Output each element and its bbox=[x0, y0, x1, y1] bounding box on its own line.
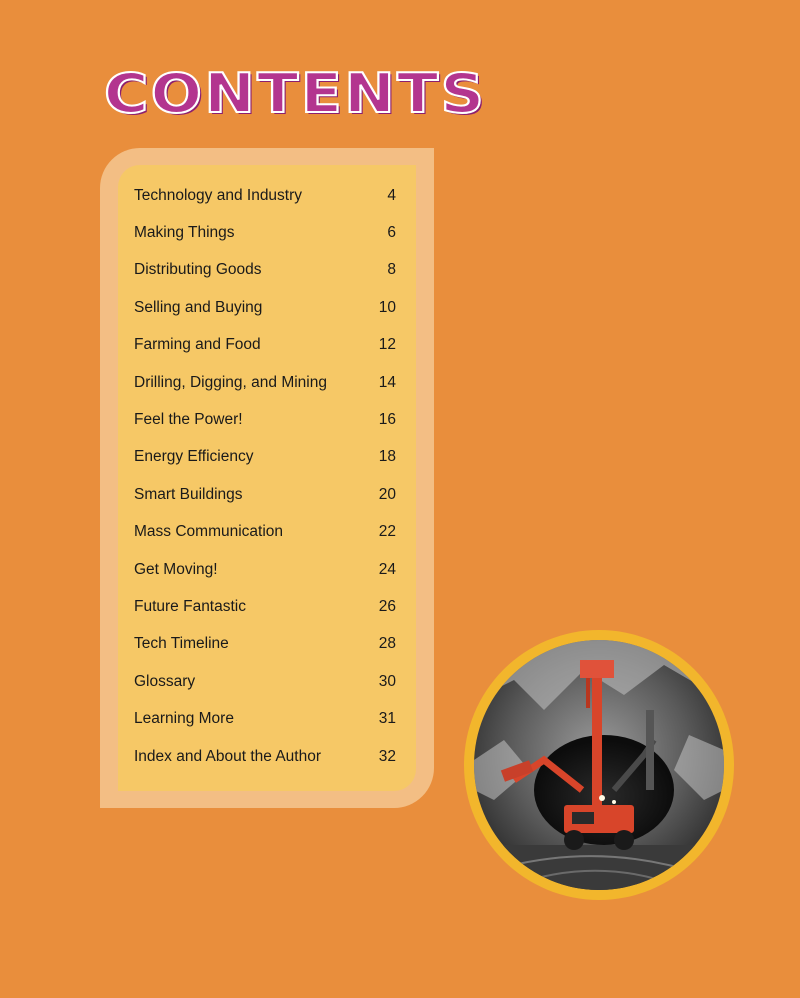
toc-entry-title: Selling and Buying bbox=[134, 298, 263, 316]
toc-entry-page: 8 bbox=[387, 261, 396, 279]
toc-entry[interactable] bbox=[134, 738, 396, 775]
toc-entry[interactable] bbox=[134, 327, 396, 364]
toc-entry[interactable] bbox=[134, 214, 396, 251]
toc-entry[interactable] bbox=[134, 551, 396, 588]
toc-entry[interactable] bbox=[134, 476, 396, 513]
toc-entry-title: Drilling, Digging, and Mining bbox=[134, 373, 327, 391]
toc-entry[interactable] bbox=[134, 700, 396, 737]
toc-entry-page: 24 bbox=[378, 560, 396, 578]
toc-entry[interactable] bbox=[134, 177, 396, 214]
toc-entry-title: Future Fantastic bbox=[134, 597, 246, 615]
table-of-contents bbox=[134, 177, 396, 775]
toc-entry-page: 28 bbox=[378, 635, 396, 653]
toc-entry-title: Feel the Power! bbox=[134, 411, 243, 429]
toc-entry[interactable] bbox=[134, 439, 396, 476]
toc-entry-title: Tech Timeline bbox=[134, 635, 229, 653]
toc-entry-page: 12 bbox=[378, 336, 396, 354]
toc-entry-page: 6 bbox=[387, 224, 396, 242]
toc-entry[interactable] bbox=[134, 289, 396, 326]
page-title: CONTENTS bbox=[104, 62, 487, 125]
toc-entry-page: 26 bbox=[378, 597, 396, 615]
toc-entry-title: Technology and Industry bbox=[134, 186, 303, 204]
toc-entry-title: Distributing Goods bbox=[134, 261, 262, 279]
toc-entry-page: 14 bbox=[378, 373, 396, 391]
toc-entry-page: 30 bbox=[378, 672, 396, 690]
mining-drill-rig-photo bbox=[474, 640, 724, 890]
toc-entry[interactable] bbox=[134, 401, 396, 438]
toc-entry-page: 10 bbox=[378, 298, 396, 316]
toc-entry-title: Energy Efficiency bbox=[134, 448, 254, 466]
toc-entry[interactable] bbox=[134, 663, 396, 700]
toc-entry-page: 16 bbox=[378, 411, 396, 429]
toc-entry[interactable] bbox=[134, 626, 396, 663]
toc-entry-title: Farming and Food bbox=[134, 336, 261, 354]
toc-entry[interactable] bbox=[134, 364, 396, 401]
toc-entry[interactable] bbox=[134, 588, 396, 625]
toc-entry-page: 4 bbox=[387, 186, 396, 204]
toc-entry-title: Making Things bbox=[134, 224, 235, 242]
toc-entry-title: Learning More bbox=[134, 710, 234, 728]
toc-entry[interactable] bbox=[134, 252, 396, 289]
toc-entry-title: Glossary bbox=[134, 672, 196, 690]
photo-frame bbox=[464, 630, 734, 900]
toc-entry-page: 22 bbox=[378, 523, 396, 541]
toc-entry-title: Smart Buildings bbox=[134, 485, 243, 503]
toc-entry-page: 32 bbox=[378, 747, 396, 765]
toc-entry-page: 31 bbox=[378, 710, 396, 728]
toc-entry-title: Index and About the Author bbox=[134, 747, 322, 765]
toc-entry-page: 18 bbox=[378, 448, 396, 466]
toc-entry-title: Mass Communication bbox=[134, 523, 284, 541]
toc-entry[interactable] bbox=[134, 514, 396, 551]
toc-entry-page: 20 bbox=[378, 485, 396, 503]
toc-entry-title: Get Moving! bbox=[134, 560, 218, 578]
